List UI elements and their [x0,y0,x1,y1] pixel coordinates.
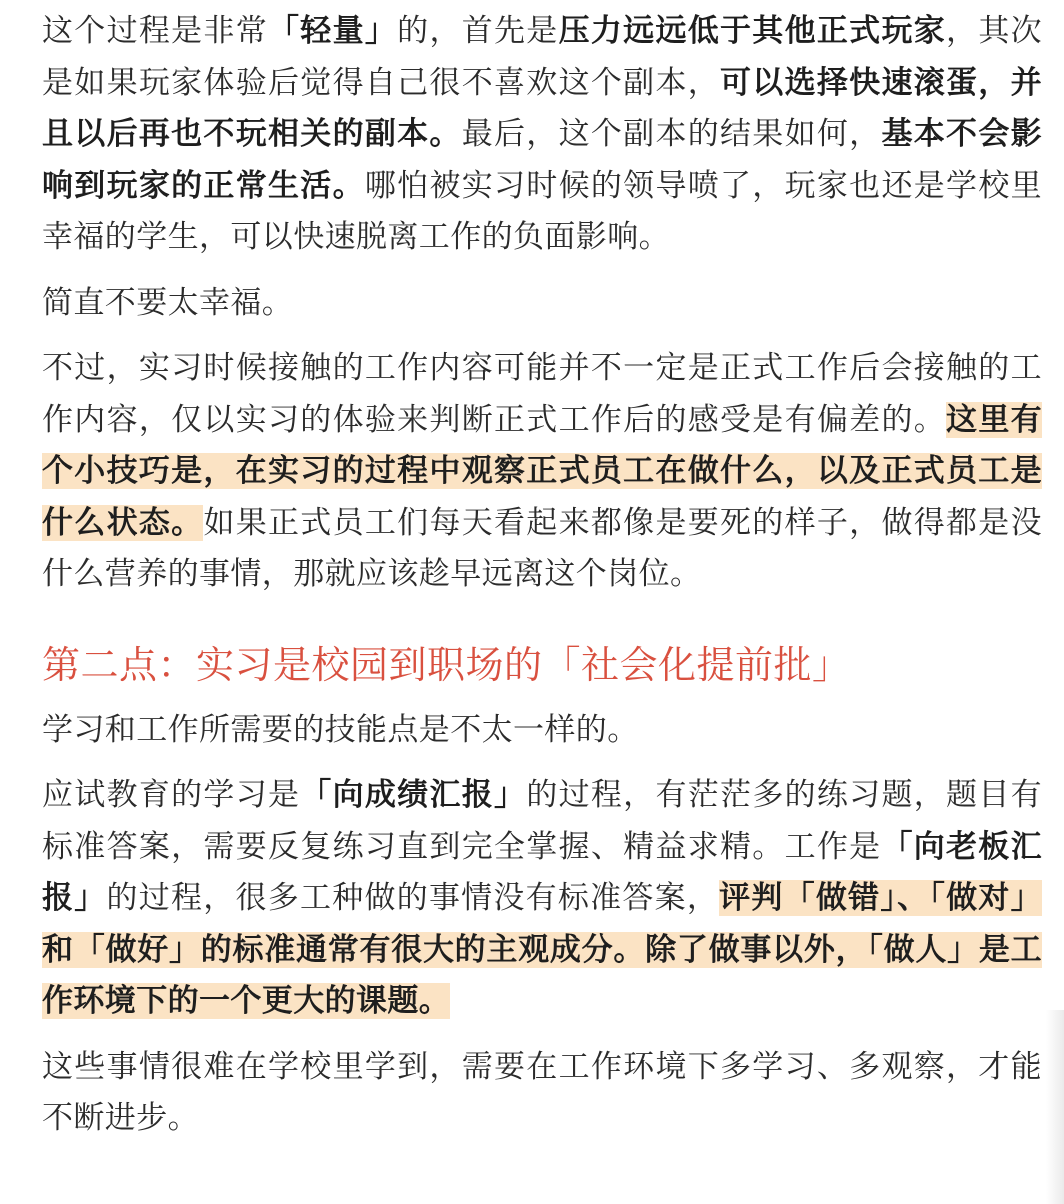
highlighted-text: 评判「做错」、「做对」和「做好」的标准通常有很大的主观成分。除了做事以外，「做人」是工作环境下的一个更大的课题。 [42,880,1042,1019]
text: 应试教育的学习是 [42,777,301,813]
bold-text: 「向成绩汇报」 [300,777,527,813]
text: 不过，实习时候接触的工作内容可能并不一定是正式工作后会接触的工作内容，仅以实习的体验来判断正式工作后的感受是有偏差的。 [42,350,1042,438]
bold-text: 「向老板汇报」 [42,828,1042,916]
text: 最后，这个副本的结果如何， [461,116,882,152]
text: 的过程，很多工种做的事情没有标准答案， [106,880,720,916]
bold-text: 压力远远低于其他正式玩家 [558,13,947,49]
paragraph-happy: 简直不要太幸福。 [42,284,294,321]
page-edge-shadow [1046,1010,1064,1204]
paragraph-tip [42,343,1042,601]
text: 这个过程是非常 [42,13,268,49]
paragraph-report [42,770,1042,1028]
bold-text: 基本不会影响到玩家的正常生活。 [42,116,1043,204]
text: 哪怕被实习时候的领导喷了，玩家也还是学校里幸福的学生，可以快速脱离工作的负面影响。 [42,167,1043,255]
paragraph-progress: 这些事情很难在学校里学到，需要在工作环境下多学习、多观察，才能不断进步。 [42,1048,1042,1136]
text: ，其次是如果玩家体验后觉得自己很不喜欢这个副本， [42,13,1043,101]
paragraph-skills: 学习和工作所需要的技能点是不太一样的。 [42,711,639,748]
bold-text: 可以选择快速滚蛋，并且以后再也不玩相关的副本。 [42,64,1042,152]
text: 的，首先是 [397,13,559,49]
section-heading: 第二点：实习是校园到职场的「社会化提前批」 [42,642,851,687]
bold-text: 「轻量」 [268,13,398,49]
highlighted-text: 这里有个小技巧是，在实习的过程中观察正式员工在做什么，以及正式员工是什么状态。 [42,401,1043,541]
text: 如果正式员工们每天看起来都像是要死的样子，做得都是没什么营养的事情，那就应该趁早远离这个岗位。 [42,504,1042,592]
paragraph-lightweight [42,6,1042,264]
text: 的过程，有茫茫多的练习题，题目有标准答案，需要反复练习直到完全掌握、精益求精。工作是 [42,777,1042,865]
